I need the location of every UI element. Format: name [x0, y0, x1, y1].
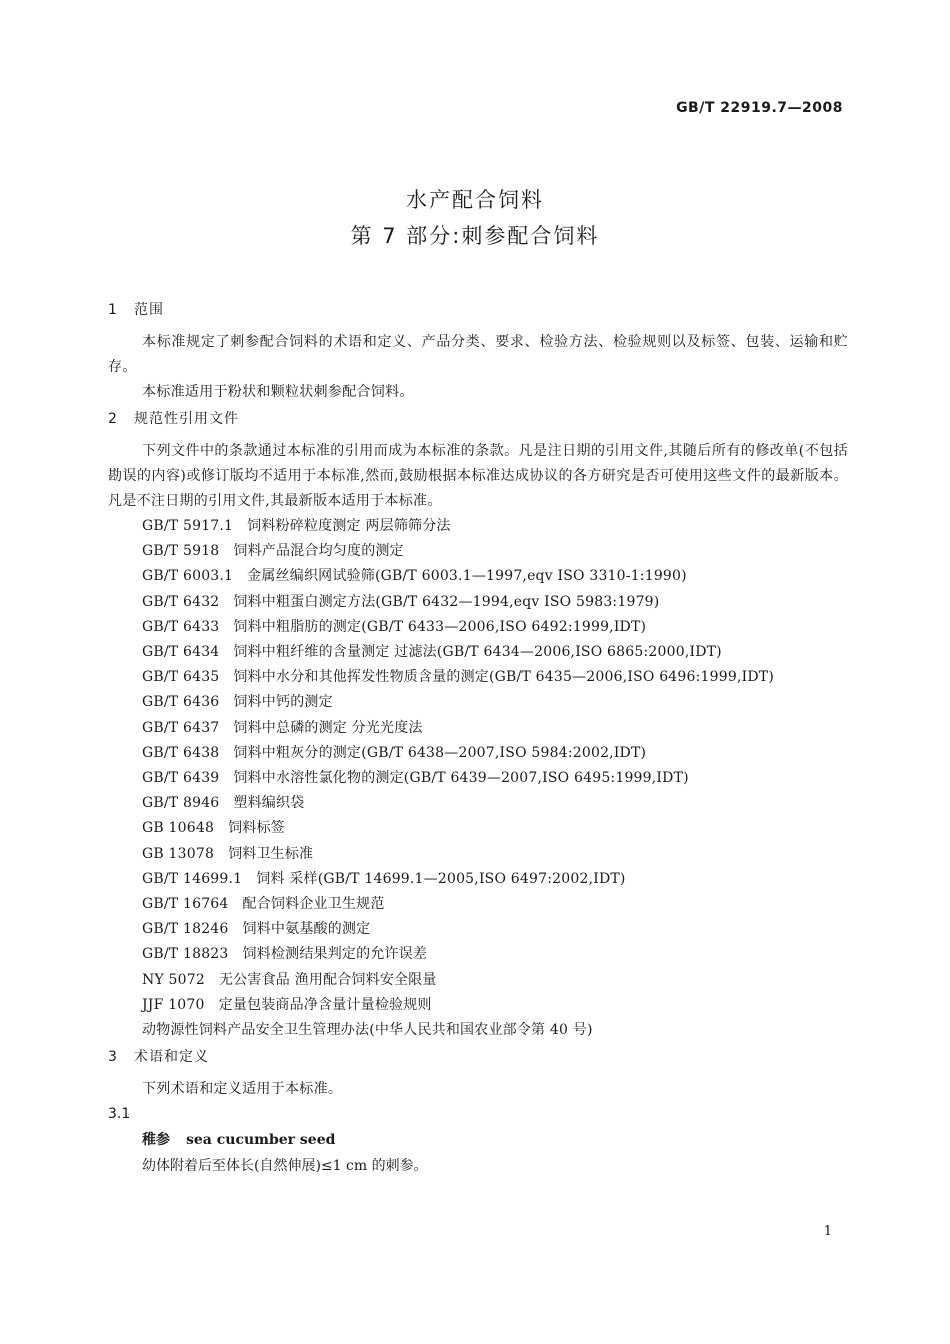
reference-code: GB/T 6433	[142, 618, 220, 635]
section-title: 范围	[134, 302, 164, 318]
paragraph: 下列术语和定义适用于本标准。	[142, 1081, 343, 1098]
reference-item	[108, 1018, 848, 1043]
paragraph: 本标准规定了刺参配合饲料的术语和定义、产品分类、要求、检验方法、检验规则以及标签、包装、运输和贮存。	[108, 334, 848, 375]
reference-item	[108, 640, 848, 665]
reference-item	[108, 993, 848, 1018]
reference-title: 饲料中氨基酸的测定	[242, 921, 371, 938]
reference-item	[108, 690, 848, 715]
normative-references-list	[108, 514, 848, 1043]
reference-code: GB/T 6437	[142, 719, 220, 736]
term-number: 3.1	[108, 1106, 131, 1123]
reference-code: GB/T 8946	[142, 795, 220, 812]
reference-code: GB/T 18246	[142, 921, 229, 938]
section-heading-3	[108, 1043, 848, 1071]
reference-code: GB/T 14699.1	[142, 870, 243, 887]
reference-title: 定量包装商品净含量计量检验规则	[218, 996, 432, 1013]
reference-code: GB/T 18823	[142, 946, 229, 963]
reference-title: 饲料中粗灰分的测定(GB/T 6438—2007,ISO 5984:2002,IDT)	[233, 744, 647, 761]
reference-title: 饲料中总磷的测定 分光光度法	[233, 719, 423, 736]
reference-item	[108, 816, 848, 841]
section-number: 1	[108, 302, 118, 318]
term-name-en: sea cucumber seed	[186, 1132, 336, 1149]
paragraph: 下列文件中的条款通过本标准的引用而成为本标准的条款。凡是注日期的引用文件,其随后所有的修改单(不包括勘误的内容)或修订版均不适用于本标准,然而,鼓励根据本标准达成协议的各方研究是否可使用这些文件的最新版本。凡是不注日期的引用文件,其最新版本适用于本标准。	[108, 443, 848, 509]
reference-item	[108, 590, 848, 615]
reference-title: 饲料中粗脂肪的测定(GB/T 6433—2006,ISO 6492:1999,IDT)	[233, 618, 647, 635]
reference-title: 饲料粉碎粒度测定 两层筛筛分法	[247, 518, 451, 534]
document-body	[108, 296, 848, 1179]
reference-code: GB/T 6432	[142, 593, 220, 610]
reference-item	[108, 791, 848, 816]
section-heading-2	[108, 405, 848, 433]
reference-item	[108, 539, 848, 564]
reference-item	[108, 514, 848, 539]
reference-title: 饲料中粗蛋白测定方法(GB/T 6432—1994,eqv ISO 5983:1979)	[233, 593, 660, 610]
reference-title: 饲料卫生标准	[228, 845, 314, 862]
term-name	[108, 1127, 848, 1154]
reference-code: NY 5072	[142, 971, 205, 988]
reference-code: GB/T 6435	[142, 669, 220, 686]
reference-item	[108, 867, 848, 892]
section-heading-1	[108, 296, 848, 324]
standard-code: GB/T 22919.7—2008	[676, 100, 843, 116]
title-line-2: 第 7 部分:刺参配合饲料	[350, 224, 600, 248]
section-number: 3	[108, 1049, 118, 1066]
reference-code: JJF 1070	[142, 996, 205, 1013]
reference-code: GB/T 6439	[142, 770, 220, 787]
reference-code: GB 13078	[142, 845, 215, 862]
reference-title: 动物源性饲料产品安全卫生管理办法(中华人民共和国农业部令第 40 号)	[142, 1022, 593, 1039]
reference-item	[108, 716, 848, 741]
reference-title: 饲料中钙的测定	[233, 694, 333, 711]
document-title	[0, 182, 950, 254]
reference-code: GB/T 16764	[142, 896, 229, 913]
reference-code: GB/T 5917.1	[142, 518, 234, 534]
reference-item	[108, 942, 848, 967]
page-number: 1	[823, 1224, 832, 1239]
reference-item	[108, 665, 848, 690]
section-title: 规范性引用文件	[134, 411, 239, 427]
reference-item	[108, 615, 848, 640]
reference-title: 饲料中水分和其他挥发性物质含量的测定(GB/T 6435—2006,ISO 6496:1999,IDT)	[233, 669, 774, 686]
reference-code: GB 10648	[142, 820, 215, 837]
reference-code: GB/T 5918	[142, 543, 220, 560]
reference-title: 配合饲料企业卫生规范	[242, 896, 385, 913]
reference-item	[108, 766, 848, 791]
reference-title: 金属丝编织网试验筛(GB/T 6003.1—1997,eqv ISO 3310-1:1990)	[247, 568, 687, 585]
term-name-cn: 稚参	[142, 1132, 170, 1149]
reference-code: GB/T 6434	[142, 644, 220, 661]
reference-item	[108, 564, 848, 589]
reference-title: 饲料中水溶性氯化物的测定(GB/T 6439—2007,ISO 6495:1999,IDT)	[233, 770, 689, 787]
reference-item	[108, 842, 848, 867]
reference-title: 饲料 采样(GB/T 14699.1—2005,ISO 6497:2002,IDT)	[256, 870, 626, 887]
title-line-1: 水产配合饲料	[406, 188, 544, 212]
reference-title: 饲料检测结果判定的允许误差	[242, 946, 428, 963]
reference-item	[108, 917, 848, 942]
reference-title: 无公害食品 渔用配合饲料安全限量	[218, 971, 437, 988]
term-definition: 幼体附着后至体长(自然伸展)≤1 cm 的刺参。	[142, 1158, 428, 1175]
reference-title: 饲料标签	[228, 820, 285, 837]
section-number: 2	[108, 411, 118, 427]
reference-title: 饲料中粗纤维的含量测定 过滤法(GB/T 6434—2006,ISO 6865:2000,IDT)	[233, 644, 722, 661]
reference-item	[108, 741, 848, 766]
reference-item	[108, 968, 848, 993]
reference-code: GB/T 6438	[142, 744, 220, 761]
reference-code: GB/T 6436	[142, 694, 220, 711]
reference-title: 饲料产品混合均匀度的测定	[233, 543, 404, 560]
section-title: 术语和定义	[134, 1049, 209, 1066]
reference-item	[108, 892, 848, 917]
paragraph: 本标准适用于粉状和颗粒状刺参配合饲料。	[142, 384, 414, 400]
reference-code: GB/T 6003.1	[142, 568, 234, 585]
reference-title: 塑料编织袋	[233, 795, 305, 812]
